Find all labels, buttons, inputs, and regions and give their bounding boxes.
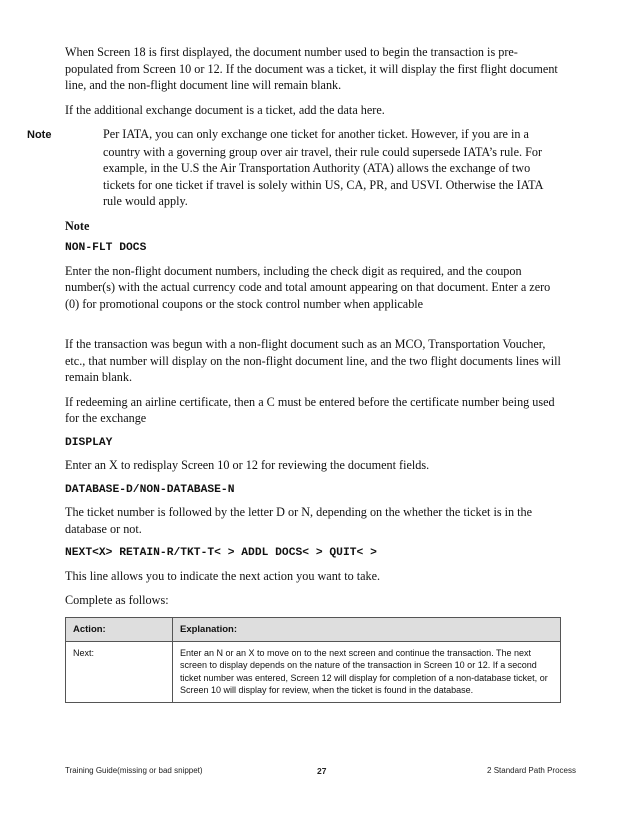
- table-header-action: Action:: [66, 617, 173, 641]
- footer-document-title: Training Guide(missing or bad snippet): [65, 766, 203, 775]
- paragraph-intro: When Screen 18 is first displayed, the document number used to begin the transaction is pre-populated from Screen 10 or 12. If the document was a ticket, it will display the first flight document line, and the non-flight document line will remain blank.: [65, 45, 558, 92]
- heading-non-flt-docs: NON-FLT DOCS: [65, 242, 147, 254]
- paragraph-non-flight-begin: If the transaction was begun with a non-flight document such as an MCO, Transportation Voucher, etc., that number will display on the non-flight document line, and the two flight documents lines will remain blank.: [65, 337, 561, 384]
- page-content: [27, 44, 561, 703]
- table-cell-explanation: Enter an N or an X to move on to the next screen and continue the transaction. The next screen to display depends on the nature of the transaction in Screen 10 or 12. If a second ticket number was entered, Screen 12 will display for completion of a non-database ticket, or Screen 10 will display for review, when the ticket is found in the database.: [173, 641, 561, 702]
- table-header-row: [66, 617, 561, 641]
- paragraph-next-action: This line allows you to indicate the next action you want to take.: [65, 568, 381, 583]
- paragraph-database: The ticket number is followed by the letter D or N, depending on the whether the ticket is in the database or not.: [65, 505, 533, 536]
- paragraph-additional-document: If the additional exchange document is a ticket, add the data here.: [65, 102, 385, 117]
- paragraph-display: Enter an X to redisplay Screen 10 or 12 for reviewing the document fields.: [65, 458, 430, 472]
- heading-database: DATABASE-D/NON-DATABASE-N: [65, 483, 235, 496]
- footer-chapter: 2 Standard Path Process: [487, 766, 576, 775]
- note-heading: Note: [65, 218, 90, 233]
- paragraph-non-flight-docs: Enter the non-flight document numbers, including the check digit as required, and the coupon number(s) with the actual currency code and total amount appearing on that document. Enter a zero (0) for promotional coupons or the stock control number when applicable: [65, 263, 551, 311]
- action-explanation-table: [65, 617, 561, 703]
- heading-next-line: NEXT<X> RETAIN-R/TKT-T< > ADDL DOCS< > QUIT< >: [65, 547, 377, 559]
- paragraph-airline-certificate: If redeeming an airline certificate, then a C must be entered before the certificate number being used for the exchange: [65, 394, 555, 425]
- paragraph-complete-as-follows: Complete as follows:: [65, 593, 169, 607]
- table-header-explanation: Explanation:: [173, 617, 561, 641]
- table-cell-action: Next:: [66, 641, 173, 702]
- iata-note: [27, 126, 561, 210]
- note-label: Note: [27, 129, 52, 141]
- table-row: [66, 641, 561, 702]
- footer-page-number: 27: [317, 766, 327, 776]
- note-text: Per IATA, you can only exchange one ticket for another ticket. However, if you are in a country with a governing group over air travel, their rule could supersede IATA’s rule. For example, in the U.S the Air Transportation Authority (ATA) allows the exchange of two tickets for one ticket if travel is solely within US, CA, PR, and USVI. Otherwise the IATA rule would apply.: [103, 127, 543, 208]
- heading-display: DISPLAY: [65, 436, 113, 449]
